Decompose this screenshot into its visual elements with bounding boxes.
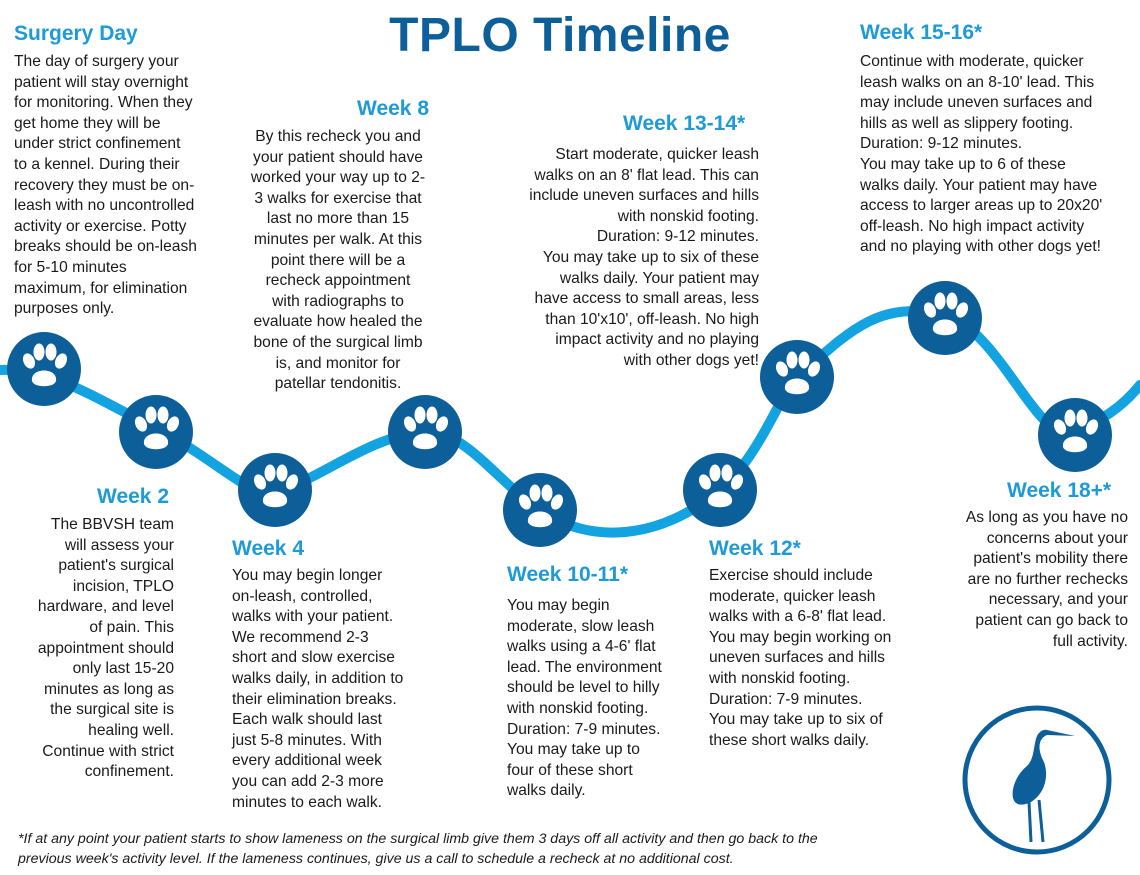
text-line: their elimination breaks. [232, 690, 397, 708]
text-line: four of these short [507, 761, 633, 779]
paw-marker-week-10-11 [503, 473, 577, 547]
text-line: you can add 2-3 more [232, 772, 384, 790]
text-line: the surgical site is [50, 701, 174, 719]
text-line: You may take up to six of [709, 711, 883, 729]
text-line: patient's surgical [58, 557, 174, 575]
text-line: We recommend 2-3 [232, 628, 369, 646]
text-line: under strict confinement [14, 135, 181, 153]
text-line: You may take up to [507, 741, 640, 759]
text-line: last no more than 15 [266, 210, 410, 228]
week-2-heading: Week 2 [97, 485, 169, 508]
week-10-11-text [507, 596, 662, 802]
text-line: patient can go back to [975, 611, 1128, 629]
text-line: recheck appointment [265, 272, 411, 290]
text-line: healing well. [88, 721, 174, 739]
text-line: Exercise should include [709, 567, 873, 584]
text-line: with nonskid footing. [617, 207, 759, 225]
paw-marker-week-15-16 [908, 281, 982, 355]
text-line: confinement. [84, 763, 174, 781]
text-line: have access to small areas, less [534, 290, 759, 308]
text-line: on-leash, controlled, [232, 587, 373, 605]
text-line: impact activity and no playing [555, 331, 759, 349]
surgery-day-text [14, 52, 197, 320]
week-2-text [14, 515, 174, 783]
text-line: 3 walks for exercise that [254, 189, 422, 207]
text-line: Duration: 9-12 minutes. [596, 228, 759, 246]
text-line: moderate, slow leash [507, 617, 655, 635]
text-line: recovery they must be on- [14, 176, 195, 194]
text-line: get home they will be [14, 114, 161, 132]
paw-marker-week-8 [388, 395, 462, 469]
text-line: Duration: 9-12 minutes. [860, 135, 1023, 153]
text-line: every additional week [232, 752, 382, 770]
text-line: may include uneven surfaces and [860, 94, 1093, 112]
text-line: walks with a 6-8' flat lead. [709, 608, 887, 626]
text-line: with nonskid footing. [507, 699, 649, 717]
text-line: activity or exercise. Potty [14, 217, 187, 235]
text-line: walks daily. Your patient may have [860, 176, 1098, 194]
text-line: As long as you have no [965, 509, 1128, 526]
text-line: bone of the surgical limb [253, 333, 423, 351]
text-line: moderate, quicker leash [709, 587, 876, 605]
text-line: By this recheck you and [255, 128, 421, 145]
text-line: full activity. [1052, 632, 1128, 650]
text-line: leash walks on an 8-10' lead. This [860, 73, 1095, 91]
text-line: evaluate how healed the [253, 313, 423, 331]
text-line: and no playing with other dogs yet! [860, 238, 1101, 256]
text-line: to a kennel. During their [14, 155, 180, 173]
text-line: Start moderate, quicker leash [555, 146, 759, 163]
text-line: with nonskid footing. [709, 669, 851, 687]
text-line: appointment should [37, 639, 174, 657]
text-line: access to larger areas up to 20x20' [860, 197, 1103, 215]
week-8-heading: Week 8 [357, 97, 429, 120]
text-line: walks daily, in addition to [232, 669, 404, 687]
text-line: off-leash. No high impact activity [860, 217, 1085, 235]
text-line: Each walk should last [232, 711, 382, 729]
text-line: You may take up to six of these [542, 248, 759, 266]
text-line: necessary, and your [988, 591, 1128, 609]
text-line: minutes to each walk. [232, 793, 382, 811]
text-line: patellar tendonitis. [274, 375, 402, 393]
text-line: purposes only. [14, 300, 115, 318]
week-13-14-text [494, 145, 759, 372]
text-line: will assess your [64, 536, 174, 554]
text-line: maximum, for elimination [14, 279, 188, 297]
text-line: minutes as long as [43, 680, 174, 698]
page-title: TPLO Timeline [389, 9, 731, 62]
text-line: lead. The environment [507, 658, 662, 676]
week-8-text [236, 127, 440, 395]
text-line: than 10'x10', off-leash. No high [545, 310, 759, 328]
week-15-16-heading: Week 15-16* [860, 21, 983, 44]
week-18-text [944, 508, 1128, 652]
text-line: are no further rechecks [967, 570, 1128, 588]
text-line: patient will stay overnight [14, 73, 189, 91]
text-line: with radiographs to [272, 292, 404, 310]
text-line: walks using a 4-6' flat [507, 638, 656, 656]
text-line: short and slow exercise [232, 649, 395, 667]
paw-marker-surgery-day [7, 332, 81, 406]
text-line: patient's mobility there [973, 550, 1128, 568]
paw-marker-week-12 [683, 453, 757, 527]
footnote-line: *If at any point your patient starts to show lameness on the surgical limb give them 3 days off all activity and then go back to the [18, 831, 818, 847]
text-line: for monitoring. When they [14, 94, 193, 112]
text-line: The day of surgery your [14, 53, 179, 70]
text-line: walks with your patient. [232, 608, 394, 626]
text-line: Continue with strict [42, 742, 174, 760]
week-12-heading: Week 12* [709, 537, 801, 560]
text-line: breaks should be on-leash [14, 238, 197, 256]
text-line: walks on an 8' flat lead. This can [534, 166, 759, 184]
text-line: hills as well as slippery footing. [860, 114, 1074, 132]
paw-marker-week-13-14 [760, 340, 834, 414]
text-line: your patient should have [253, 148, 423, 166]
text-line: You may take up to 6 of these [860, 155, 1066, 173]
week-4-text [232, 566, 403, 813]
week-15-16-text [860, 52, 1102, 258]
text-line: point there will be a [270, 251, 406, 269]
text-line: Duration: 7-9 minutes. [709, 690, 863, 708]
surgery-day-heading: Surgery Day [14, 22, 138, 45]
paw-marker-week-2 [119, 395, 193, 469]
text-line: is, and monitor for [275, 354, 401, 372]
week-13-14-heading: Week 13-14* [623, 112, 746, 135]
text-line: You may begin longer [232, 567, 383, 584]
text-line: Continue with moderate, quicker [860, 53, 1084, 70]
text-line: Duration: 7-9 minutes. [507, 720, 661, 738]
text-line: include uneven surfaces and hills [529, 187, 759, 205]
paw-marker-week-4 [238, 453, 312, 527]
text-line: You may begin working on [709, 628, 892, 646]
week-18-heading: Week 18+* [1007, 479, 1112, 502]
text-line: incision, TPLO [72, 577, 174, 595]
week-12-text [709, 566, 891, 751]
text-line: walks daily. Your patient may [559, 269, 759, 287]
text-line: should be level to hilly [507, 679, 660, 697]
week-4-heading: Week 4 [232, 537, 304, 560]
text-line: just 5-8 minutes. With [232, 731, 382, 749]
paw-marker-week-18 [1038, 398, 1112, 472]
text-line: uneven surfaces and hills [709, 649, 885, 667]
text-line: minutes per walk. At this [253, 230, 423, 248]
text-line: with other dogs yet! [623, 351, 759, 369]
text-line: these short walks daily. [709, 731, 870, 749]
text-line: The BBVSH team [50, 516, 174, 533]
text-line: for 5-10 minutes [14, 258, 127, 276]
text-line: You may begin [507, 597, 610, 614]
week-10-11-heading: Week 10-11* [507, 563, 629, 586]
text-line: worked your way up to 2- [250, 169, 426, 187]
footnote-line: previous week's activity level. If the lameness continues, give us a call to schedule a recheck at no additional cost. [18, 851, 734, 867]
text-line: hardware, and level [37, 598, 174, 616]
text-line: concerns about your [986, 529, 1128, 547]
text-line: of pain. This [89, 618, 174, 636]
text-line: walks daily. [507, 782, 586, 800]
footnote [18, 829, 1018, 869]
text-line: only last 15-20 [72, 660, 174, 678]
text-line: leash with no uncontrolled [14, 197, 195, 215]
